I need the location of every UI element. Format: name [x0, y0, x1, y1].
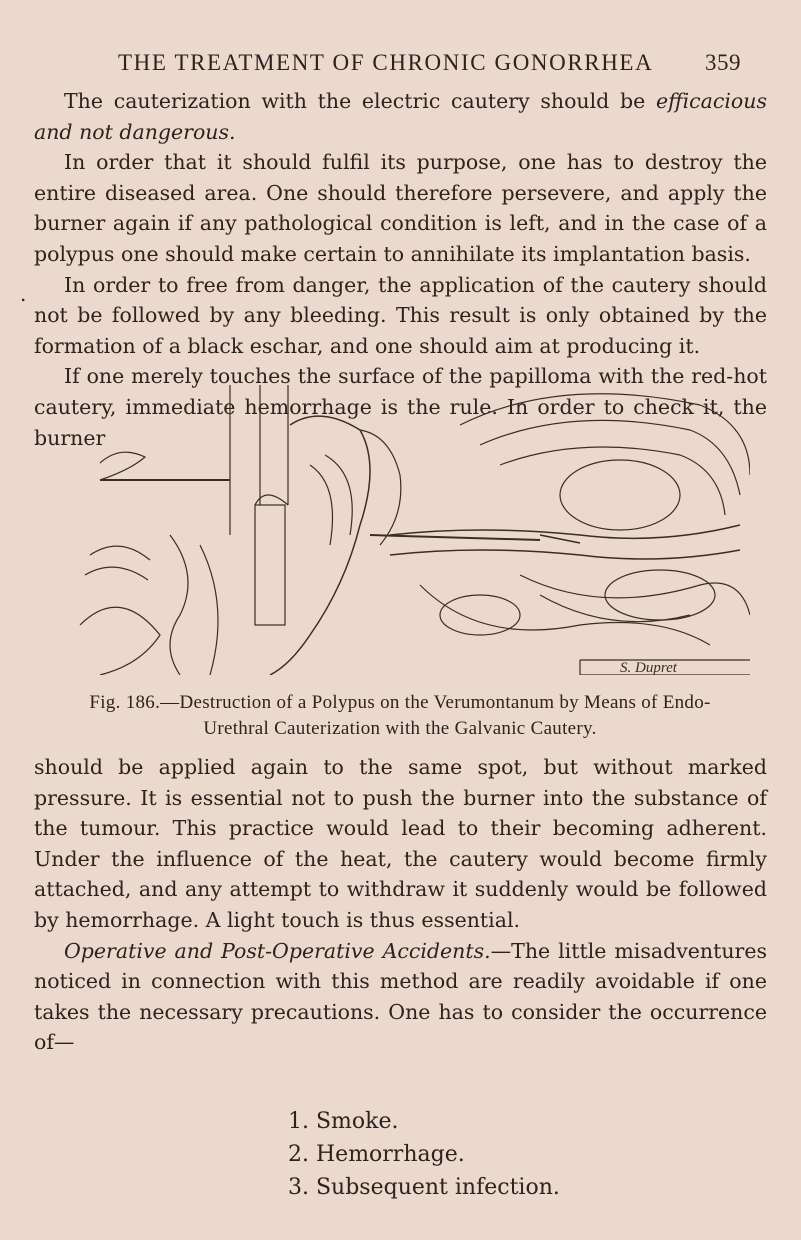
accident-list — [288, 1105, 560, 1204]
figure-caption: Fig. 186.—Destruction of a Polypus on the Verumontanum by Means of Endo-Urethral Cauterization with the Galvanic Cautery. — [89, 692, 711, 739]
paragraph-6-text: —The little misadventures noticed in connection with this method are readily avoidable if one takes the necessary precautions. One has to consider the occurrence of— — [34, 938, 767, 1055]
anatomical-illustration — [60, 385, 750, 675]
running-title: THE TREATMENT OF CHRONIC GONORRHEA — [118, 50, 654, 75]
paragraph-3: In order to free from danger, the application of the cautery should not be followed by any bleeding. This result is only obtained by the formation of a black eschar, and one should aim at producing it. — [34, 272, 767, 358]
paragraph-6-italic: Operative and Post-Operative Accidents. — [64, 938, 491, 963]
paragraph-4: If one merely touches the surface of the papilloma with the red-hot cautery, immediate hemorrhage is the rule. In order to check it, the burner — [34, 364, 767, 450]
paragraph-5: should be applied again to the same spot, but without marked pressure. It is essential not to push the burner into the substance of the tumour. This practice would lead to their becoming adherent. Under the influence of the heat, the cautery would become firmly attached, and any attempt to withdraw it suddenly would be followed by hemorrhage. A light touch is thus essential. — [34, 755, 767, 932]
paragraph-2: In order that it should fulfil its purpose, one has to destroy the entire diseased area. One should therefore persevere, and apply the burner again if any pathological condition is left, and in the case of a polypus one should make certain to annihilate its implantation basis. — [34, 150, 767, 266]
list-item: 1. Smoke. — [288, 1109, 399, 1134]
margin-mark: . — [20, 282, 27, 306]
illustration-drawing — [80, 385, 750, 675]
list-item: 3. Subsequent infection. — [288, 1175, 560, 1200]
page-header — [118, 50, 741, 76]
page-number: 359 — [705, 50, 741, 75]
list-item: 2. Hemorrhage. — [288, 1142, 465, 1167]
paragraph-6 — [34, 936, 767, 1058]
bottom-text-block — [34, 752, 767, 1058]
paragraph-1 — [34, 86, 767, 147]
illustrator-signature: S. Dupret — [620, 660, 677, 675]
paragraph-1-italic: efficacious and not dangerous. — [34, 89, 767, 144]
paragraph-1-text: The cauterization with the electric cautery should be — [64, 89, 656, 113]
